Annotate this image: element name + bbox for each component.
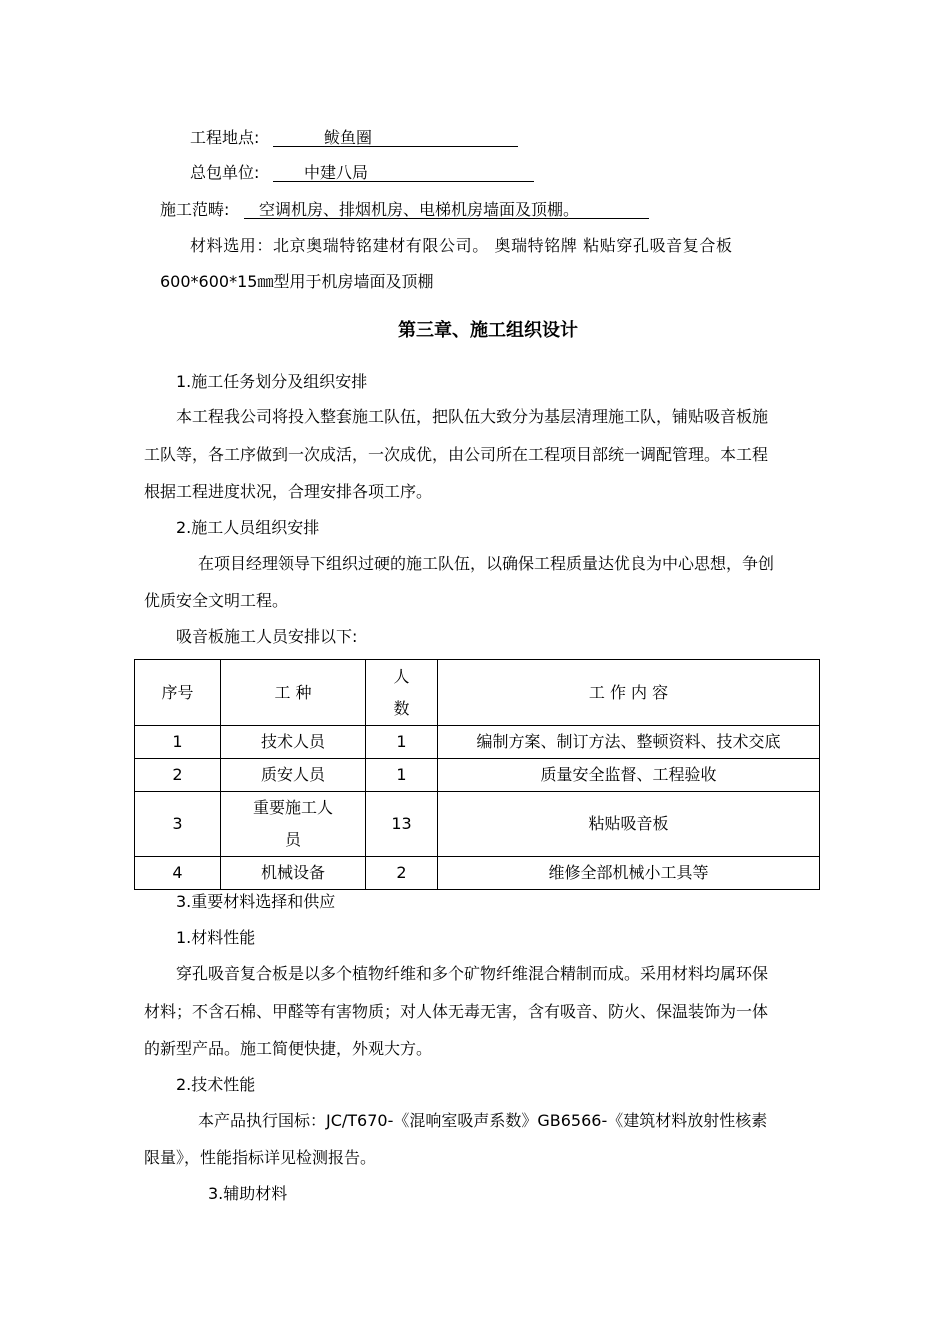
table-row bbox=[135, 726, 820, 759]
scope-value: 空调机房、排烟机房、电梯机房墙面及顶棚。 bbox=[259, 200, 580, 219]
section3-heading: 3.重要材料选择和供应 bbox=[176, 892, 336, 911]
section3-sub1-heading: 1.材料性能 bbox=[176, 928, 256, 947]
cell-work: 质量安全监督、工程验收 bbox=[438, 759, 820, 792]
scope-label: 施工范畴: bbox=[160, 200, 230, 219]
section3-sub3-heading: 3.辅助材料 bbox=[208, 1184, 288, 1203]
table-header-row bbox=[135, 660, 820, 726]
table-row bbox=[135, 857, 820, 890]
contractor-label: 总包单位: bbox=[190, 163, 260, 182]
header-index: 序号 bbox=[135, 660, 221, 726]
section3-sub2-line-2: 限量》，性能指标详见检测报告。 bbox=[144, 1148, 377, 1167]
site-underline bbox=[273, 146, 518, 147]
cell-trade: 质安人员 bbox=[221, 759, 366, 792]
cell-trade-text: 重要施工人员 bbox=[252, 798, 333, 849]
header-work: 工 作 内 容 bbox=[438, 660, 820, 726]
cell-trade bbox=[221, 792, 366, 857]
section2-line-1: 在项目经理领导下组织过硬的施工队伍，以确保工程质量达优良为中心思想，争创 bbox=[198, 554, 775, 573]
table-row bbox=[135, 759, 820, 792]
section1-heading: 1.施工任务划分及组织安排 bbox=[176, 372, 368, 391]
section2-heading: 2.施工人员组织安排 bbox=[176, 518, 320, 537]
header-count-text: 人数 bbox=[393, 666, 410, 718]
cell-trade: 技术人员 bbox=[221, 726, 366, 759]
cell-work: 维修全部机械小工具等 bbox=[438, 857, 820, 890]
contractor-value: 中建八局 bbox=[304, 163, 369, 182]
section3-sub2-line-1: 本产品执行国标：JC/T670-《混响室吸声系数》GB6566-《建筑材料放射性核素 bbox=[198, 1111, 768, 1130]
section1-line-3: 根据工程进度状况，合理安排各项工序。 bbox=[144, 482, 433, 501]
cell-index: 2 bbox=[135, 759, 221, 792]
section2-line-2: 优质安全文明工程。 bbox=[144, 591, 289, 610]
site-label: 工程地点: bbox=[190, 128, 260, 147]
section3-sub2-heading: 2.技术性能 bbox=[176, 1075, 256, 1094]
section1-line-2: 工队等，各工序做到一次成活，一次成优，由公司所在工程项目部统一调配管理。本工程 bbox=[144, 445, 769, 464]
section3-sub1-line-3: 的新型产品。施工简便快捷，外观大方。 bbox=[144, 1039, 433, 1058]
cell-count: 1 bbox=[366, 726, 438, 759]
cell-index: 3 bbox=[135, 792, 221, 857]
table-row bbox=[135, 792, 820, 857]
site-value: 鲅鱼圈 bbox=[324, 128, 373, 147]
cell-index: 4 bbox=[135, 857, 221, 890]
section1-line-1: 本工程我公司将投入整套施工队伍，把队伍大致分为基层清理施工队，铺贴吸音板施 bbox=[176, 407, 769, 426]
cell-count: 2 bbox=[366, 857, 438, 890]
section3-sub1-line-1: 穿孔吸音复合板是以多个植物纤维和多个矿物纤维混合精制而成。采用材料均属环保 bbox=[176, 964, 769, 983]
chapter-title: 第三章、施工组织设计 bbox=[398, 320, 578, 341]
cell-trade: 机械设备 bbox=[221, 857, 366, 890]
section3-sub1-line-2: 材料；不含石棉、甲醛等有害物质；对人体无毒无害，含有吸音、防火、保温装饰为一体 bbox=[144, 1002, 769, 1021]
header-trade: 工 种 bbox=[221, 660, 366, 726]
table-intro: 吸音板施工人员安排以下: bbox=[176, 627, 358, 646]
cell-work: 编制方案、制订方法、整顿资料、技术交底 bbox=[438, 726, 820, 759]
material-line-2: 600*600*15㎜型用于机房墙面及顶棚 bbox=[160, 272, 434, 291]
cell-count: 13 bbox=[366, 792, 438, 857]
cell-index: 1 bbox=[135, 726, 221, 759]
material-line-1: 材料选用：北京奥瑞特铭建材有限公司。 奥瑞特铭牌 粘贴穿孔吸音复合板 bbox=[190, 236, 733, 255]
staff-table bbox=[134, 659, 820, 890]
cell-work: 粘贴吸音板 bbox=[438, 792, 820, 857]
cell-count: 1 bbox=[366, 759, 438, 792]
header-count bbox=[366, 660, 438, 726]
